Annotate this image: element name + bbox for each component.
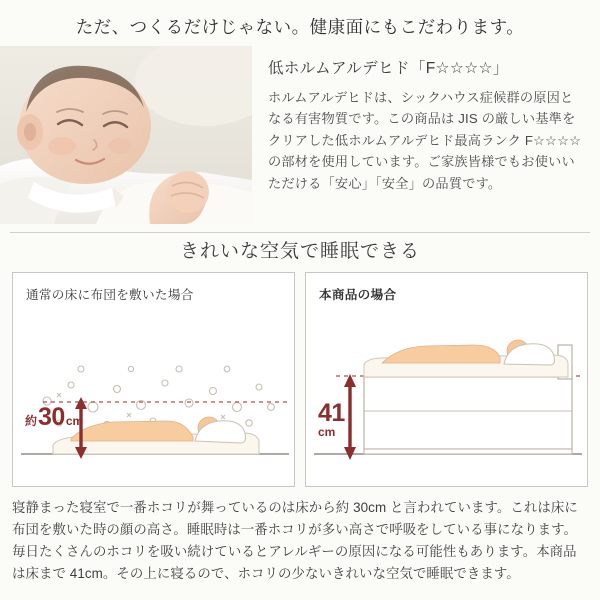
feature-title: 低ホルムアルデヒド「F☆☆☆☆」 — [268, 60, 509, 77]
measure-30cm — [25, 405, 83, 430]
page-title: ただ、つくるだけじゃない。健康面にもこだわります。 — [75, 17, 525, 37]
measure-value-left: 30 — [38, 403, 65, 431]
bottom-description: 寝静まった寝室で一番ホコリが舞っているのは床から約 30cm と言われています。これは床に布団を敷いた時の顔の高さ。睡眠時は一番ホコリが多い高さで呼吸をしている事になります。毎日たくさんのホコリを吸い続けているとアレルギーの原因になる可能性もあります。本商品は床まで 41cm。その上に寝るので、ホコリの少ないきれいな空気で睡眠できます。 — [12, 500, 578, 581]
futon-on-floor-diagram — [13, 273, 294, 486]
measure-value-right: 41 — [318, 399, 345, 427]
section-divider — [10, 232, 590, 233]
baby-photo-illustration — [0, 46, 252, 224]
feature-block — [268, 56, 586, 194]
baby-photo — [0, 46, 252, 224]
panel-left-illustration — [13, 273, 294, 486]
measure-41cm — [318, 401, 345, 438]
measure-approx-left: 約 — [25, 414, 38, 428]
panel-this-product — [305, 272, 588, 487]
panel-right-illustration — [306, 273, 587, 486]
measure-unit-left: cm — [65, 414, 84, 428]
bed-frame — [364, 377, 572, 449]
measure-unit-right: cm — [318, 425, 336, 439]
person-body-right — [382, 345, 500, 363]
feature-body: ホルムアルデヒドは、シックハウス症候群の原因となる有害物質です。この商品は JIS の厳しい基準をクリアした低ホルムアルデヒド最高ランク F☆☆☆☆の部材を使用しています。ご家族皆様でもお使いいただける「安心」「安全」の品質です。 — [268, 90, 582, 191]
bed-diagram — [306, 273, 587, 486]
panel-right-label: 本商品の場合 — [317, 283, 398, 304]
panel-futon-on-floor — [12, 272, 295, 487]
panel-left-label: 通常の床に布団を敷いた場合 — [24, 283, 196, 304]
section-title: きれいな空気で睡眠できる — [179, 241, 420, 262]
height-arrow-41cm — [344, 374, 356, 460]
